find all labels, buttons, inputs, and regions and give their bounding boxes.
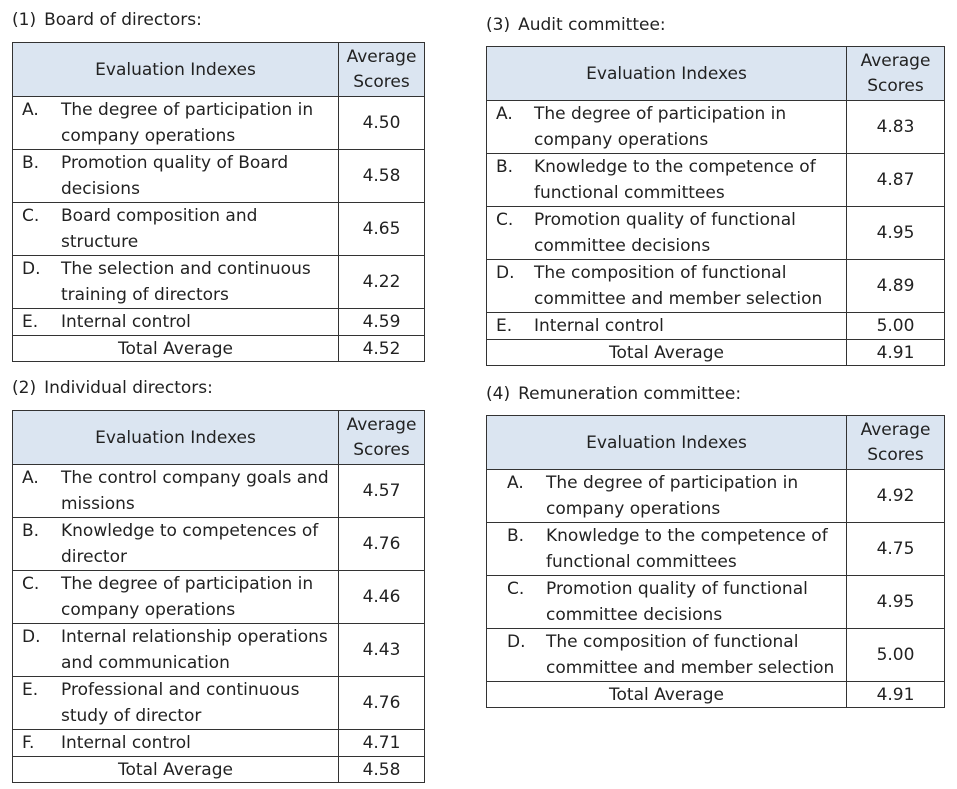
index-cell xyxy=(13,465,339,518)
index-cell xyxy=(487,629,847,682)
section-remuneration-committee xyxy=(486,384,944,706)
item-text-line2: company operations xyxy=(61,600,236,620)
item-letter: A. xyxy=(22,100,39,120)
section-title: Remuneration committee: xyxy=(518,384,742,404)
index-cell xyxy=(13,309,339,336)
score-cell: 4.92 xyxy=(847,470,945,523)
total-label: Total Average xyxy=(13,336,339,362)
item-text-line1: The composition of functional xyxy=(534,263,787,283)
table-row xyxy=(487,207,945,260)
item-text-line1: The composition of functional xyxy=(546,632,799,652)
item-letter: A. xyxy=(507,473,524,493)
item-text-line2: structure xyxy=(61,232,139,252)
item-text-line2: committee decisions xyxy=(546,605,723,625)
index-cell xyxy=(13,730,339,757)
total-score: 4.52 xyxy=(339,336,425,362)
item-letter: C. xyxy=(507,579,525,599)
item-text-line1: The selection and continuous xyxy=(61,259,311,279)
header-average-scores xyxy=(339,43,425,97)
item-letter: D. xyxy=(22,259,41,279)
item-text-line2: committee and member selection xyxy=(534,289,823,309)
index-cell xyxy=(13,518,339,571)
item-text-line2: missions xyxy=(61,494,135,514)
item-letter: A. xyxy=(22,468,39,488)
section-caption xyxy=(486,15,666,35)
item-letter: D. xyxy=(496,263,515,283)
item-text-line2: committee and member selection xyxy=(546,658,835,678)
item-letter: B. xyxy=(22,521,40,541)
section-title: Audit committee: xyxy=(518,15,666,35)
header-evaluation-indexes: Evaluation Indexes xyxy=(13,43,339,97)
total-score: 4.91 xyxy=(847,682,945,708)
score-cell: 4.87 xyxy=(847,154,945,207)
section-number: (3) xyxy=(486,15,511,35)
total-score: 4.91 xyxy=(847,340,945,366)
item-text-line1: Professional and continuous xyxy=(61,680,300,700)
table-row xyxy=(487,523,945,576)
total-label: Total Average xyxy=(487,340,847,366)
table-row xyxy=(13,571,425,624)
item-text-line2: company operations xyxy=(61,126,236,146)
section-individual-directors xyxy=(12,378,424,780)
item-text-line2: decisions xyxy=(61,179,140,199)
index-cell xyxy=(13,203,339,256)
item-text-line2: and communication xyxy=(61,653,230,673)
item-text-line1: The control company goals and xyxy=(61,468,329,488)
item-letter: E. xyxy=(22,680,39,700)
table-row xyxy=(487,154,945,207)
score-cell: 4.75 xyxy=(847,523,945,576)
table-row xyxy=(13,97,425,150)
item-text-line2: functional committees xyxy=(546,552,737,572)
item-letter: A. xyxy=(496,104,513,124)
header-score-line1: Average xyxy=(346,46,417,67)
score-cell: 4.50 xyxy=(339,97,425,150)
item-text-line1: Internal relationship operations xyxy=(61,627,328,647)
table-row xyxy=(487,576,945,629)
score-cell: 4.58 xyxy=(339,150,425,203)
item-text-line1: Knowledge to the competence of xyxy=(546,526,828,546)
index-cell xyxy=(487,576,847,629)
item-text-line2: functional committees xyxy=(534,183,725,203)
score-cell: 4.76 xyxy=(339,677,425,730)
header-evaluation-indexes: Evaluation Indexes xyxy=(487,416,847,470)
header-evaluation-indexes: Evaluation Indexes xyxy=(13,411,339,465)
evaluation-table xyxy=(486,46,945,366)
table-row xyxy=(13,203,425,256)
index-cell xyxy=(487,207,847,260)
item-text-line2: company operations xyxy=(546,499,721,519)
header-average-scores xyxy=(847,47,945,101)
item-letter: B. xyxy=(496,157,514,177)
section-caption xyxy=(12,10,202,30)
header-score-line2: Scores xyxy=(867,75,924,96)
score-cell: 4.22 xyxy=(339,256,425,309)
evaluation-table xyxy=(12,410,425,783)
score-cell: 4.43 xyxy=(339,624,425,677)
index-cell xyxy=(487,523,847,576)
item-text-line2: training of directors xyxy=(61,285,229,305)
item-text-line1: Promotion quality of functional xyxy=(546,579,808,599)
item-letter: D. xyxy=(22,627,41,647)
score-cell: 4.59 xyxy=(339,309,425,336)
score-cell: 4.71 xyxy=(339,730,425,757)
section-number: (2) xyxy=(12,378,37,398)
index-cell xyxy=(13,256,339,309)
index-cell xyxy=(487,470,847,523)
item-text-line1: Internal control xyxy=(61,312,191,332)
evaluation-table xyxy=(12,42,425,362)
table-row xyxy=(13,309,425,336)
table-row xyxy=(13,150,425,203)
item-letter: B. xyxy=(507,526,525,546)
item-letter: C. xyxy=(22,206,40,226)
table-row xyxy=(487,260,945,313)
item-text-line2: committee decisions xyxy=(534,236,711,256)
header-score-line1: Average xyxy=(346,414,417,435)
item-letter: E. xyxy=(496,316,513,336)
table-row xyxy=(487,101,945,154)
section-caption xyxy=(486,384,741,404)
item-text-line1: Knowledge to competences of xyxy=(61,521,319,541)
item-text-line2: study of director xyxy=(61,706,202,726)
index-cell xyxy=(487,154,847,207)
table-row xyxy=(487,629,945,682)
header-evaluation-indexes: Evaluation Indexes xyxy=(487,47,847,101)
item-text-line1: Knowledge to the competence of xyxy=(534,157,816,177)
table-row xyxy=(13,677,425,730)
total-row xyxy=(487,682,945,708)
item-letter: D. xyxy=(507,632,526,652)
total-label: Total Average xyxy=(13,757,339,783)
index-cell xyxy=(13,624,339,677)
item-text-line1: Board composition and xyxy=(61,206,258,226)
header-score-line2: Scores xyxy=(867,444,924,465)
header-score-line2: Scores xyxy=(353,71,410,92)
header-average-scores xyxy=(847,416,945,470)
score-cell: 4.46 xyxy=(339,571,425,624)
total-row xyxy=(13,757,425,783)
score-cell: 4.89 xyxy=(847,260,945,313)
section-board-of-directors xyxy=(12,10,424,360)
table-row xyxy=(13,256,425,309)
item-text-line1: Internal control xyxy=(534,316,664,336)
item-text-line1: The degree of participation in xyxy=(61,574,314,594)
item-letter: C. xyxy=(22,574,40,594)
total-label: Total Average xyxy=(487,682,847,708)
score-cell: 4.83 xyxy=(847,101,945,154)
table-row xyxy=(13,518,425,571)
table-row xyxy=(13,465,425,518)
index-cell xyxy=(13,571,339,624)
score-cell: 4.65 xyxy=(339,203,425,256)
total-row xyxy=(487,340,945,366)
table-row xyxy=(13,624,425,677)
index-cell xyxy=(487,313,847,340)
index-cell xyxy=(487,101,847,154)
item-text-line1: Internal control xyxy=(61,733,191,753)
score-cell: 4.57 xyxy=(339,465,425,518)
item-text-line1: The degree of participation in xyxy=(534,104,787,124)
index-cell xyxy=(13,97,339,150)
table-row xyxy=(487,313,945,340)
header-score-line2: Scores xyxy=(353,439,410,460)
table-row xyxy=(487,470,945,523)
item-text-line1: Promotion quality of Board xyxy=(61,153,289,173)
section-title: Board of directors: xyxy=(44,10,202,30)
score-cell: 5.00 xyxy=(847,313,945,340)
section-caption xyxy=(12,378,213,398)
item-text-line1: The degree of participation in xyxy=(546,473,799,493)
total-row xyxy=(13,336,425,362)
evaluation-table xyxy=(486,415,945,708)
item-letter: B. xyxy=(22,153,40,173)
header-score-line1: Average xyxy=(860,50,931,71)
item-letter: F. xyxy=(22,733,35,753)
item-text-line1: Promotion quality of functional xyxy=(534,210,796,230)
score-cell: 4.76 xyxy=(339,518,425,571)
index-cell xyxy=(13,150,339,203)
section-number: (4) xyxy=(486,384,511,404)
index-cell xyxy=(487,260,847,313)
item-text-line1: The degree of participation in xyxy=(61,100,314,120)
index-cell xyxy=(13,677,339,730)
total-score: 4.58 xyxy=(339,757,425,783)
item-letter: C. xyxy=(496,210,514,230)
section-audit-committee xyxy=(486,15,944,365)
score-cell: 4.95 xyxy=(847,207,945,260)
section-number: (1) xyxy=(12,10,37,30)
score-cell: 4.95 xyxy=(847,576,945,629)
header-average-scores xyxy=(339,411,425,465)
item-text-line2: director xyxy=(61,547,127,567)
header-score-line1: Average xyxy=(860,419,931,440)
section-title: Individual directors: xyxy=(44,378,213,398)
item-letter: E. xyxy=(22,312,39,332)
table-row xyxy=(13,730,425,757)
score-cell: 5.00 xyxy=(847,629,945,682)
item-text-line2: company operations xyxy=(534,130,709,150)
